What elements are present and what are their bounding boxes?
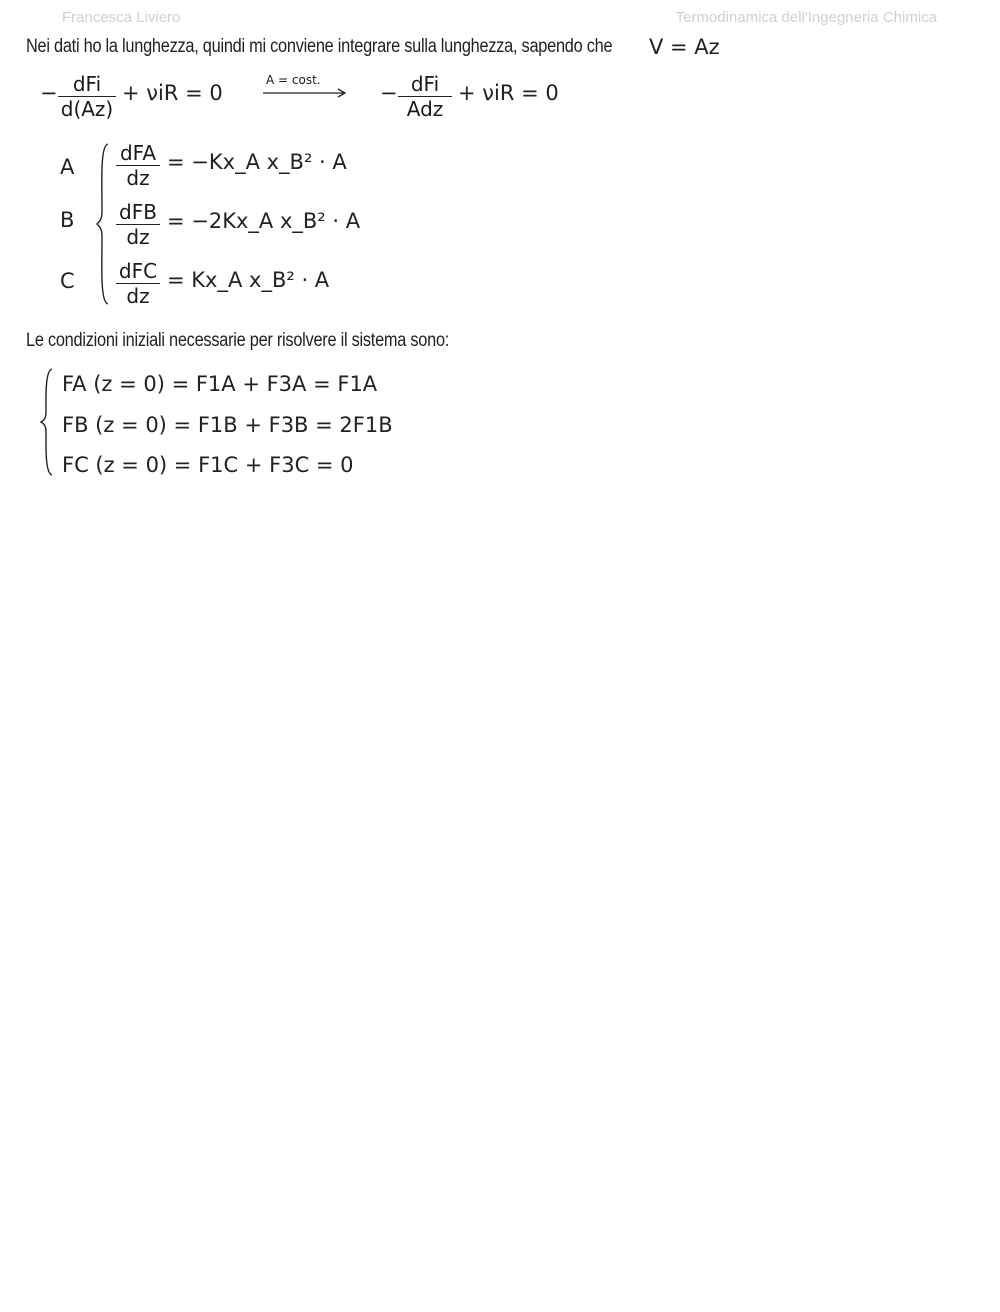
eq2-denominator: Adz [406,97,444,122]
left-brace-icon [96,142,112,306]
eq1-numerator: dFi [72,72,102,96]
initial-condition-b: FB (z = 0) = F1B + F3B = 2F1B [62,413,393,437]
eq1-fraction [58,73,116,120]
eq2-minus: − [380,81,398,105]
denominator-dz-c: dz [126,284,150,309]
eq2-fraction [398,73,452,120]
numerator-dfc: dFC [118,259,158,283]
eq2-rest: + νiR = 0 [458,81,559,105]
denominator-dz-a: dz [126,166,150,191]
paragraph-initial-conditions: Le condizioni iniziali necessarie per risolvere il sistema sono: [26,330,450,351]
system-label-c: C [60,269,75,293]
fraction-dfa-dz [116,142,160,189]
header-author: Francesca Liviero [62,9,181,26]
eq1-rest: + νiR = 0 [122,81,223,105]
system-label-b: B [60,208,75,232]
initial-condition-c: FC (z = 0) = F1C + F3C = 0 [62,453,354,477]
arrow-label: A = cost. [266,73,321,87]
system-label-a: A [60,155,75,179]
rhs-c: = Kx_A x_B² · A [167,268,330,292]
page-header [0,9,1000,29]
header-course: Termodinamica dell'Ingegneria Chimica [675,9,937,26]
eq1-minus: − [40,81,58,105]
eq1-denominator: d(Az) [60,97,114,122]
numerator-dfb: dFB [119,200,157,224]
rhs-b: = −2Kx_A x_B² · A [167,209,361,233]
denominator-dz-b: dz [126,225,150,250]
initial-condition-a: FA (z = 0) = F1A + F3A = F1A [62,372,378,396]
numerator-dfa: dFA [119,141,157,165]
relation-v-az: V = Az [649,35,720,59]
paragraph-intro: Nei dati ho la lunghezza, quindi mi conviene integrare sulla lunghezza, sapendo che [26,36,613,57]
fraction-dfc-dz [116,260,160,307]
fraction-dfb-dz [116,201,160,248]
eq2-numerator: dFi [410,72,440,96]
rhs-a: = −Kx_A x_B² · A [167,150,347,174]
right-arrow-icon [262,86,350,100]
left-brace-icon [40,367,56,477]
